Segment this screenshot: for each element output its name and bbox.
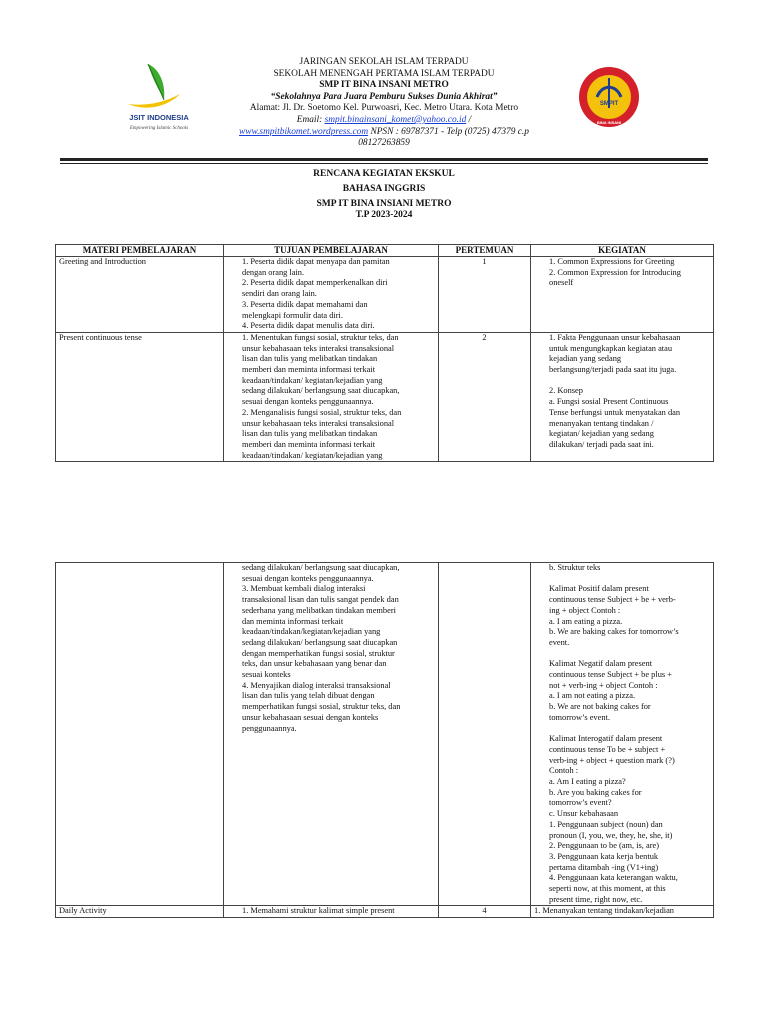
svg-text:Empowering Islamic Schools: Empowering Islamic Schools	[129, 126, 189, 131]
cell-line: Kalimat Interogatif dalam present	[549, 734, 663, 744]
cell-line: memberi dan meminta informasi terkait	[242, 439, 376, 449]
cell-line: melengkapi formulir data diri.	[242, 310, 343, 320]
cell-line: dan meminta informasi terkait	[242, 616, 344, 626]
cell-line: seperti now, at this moment, at this	[549, 884, 666, 894]
cell-line: present time, right now, etc.	[549, 894, 643, 904]
cell-line: c. Unsur kebahasaan	[549, 809, 619, 819]
npsn-phone: NPSN : 69787371 - Telp (0725) 47379 c.p	[368, 126, 529, 137]
table-row	[56, 563, 714, 906]
phone-number: 08127263859	[358, 138, 410, 149]
cell-line: unsur kebahasaan sesuai dengan konteks	[242, 712, 379, 722]
row2-kegiatan	[531, 332, 714, 461]
row1-kegiatan	[531, 257, 714, 333]
school-address: Alamat: Jl. Dr. Soetomo Kel. Purwoasri, Kec. Metro Utara. Kota Metro	[249, 103, 519, 114]
cell-line	[549, 376, 710, 387]
cell-line: oneself	[549, 278, 574, 288]
cell-line: b. We are baking cakes for tomorrow’s	[549, 627, 679, 637]
cell-line: memperhatikan fungsi sosial, struktur teks, dan	[242, 702, 401, 712]
row3-kegiatan	[531, 563, 714, 906]
school-level: SEKOLAH MENENGAH PERTAMA ISLAM TERPADU	[273, 68, 495, 79]
cell-line: unsur kebahasaan teks interaksi transaksional	[242, 418, 395, 428]
cell-line: 1. Common Expressions for Greeting	[549, 257, 675, 266]
activity-plan-table-page2	[55, 562, 714, 918]
email-link[interactable]: smpit.binainsani_komet@yahoo.co.id	[324, 114, 467, 125]
cell-line: unsur kebahasaan teks interaksi transaksional	[242, 343, 395, 353]
cell-line: a. Am I eating a pizza?	[549, 777, 626, 787]
cell-line: untuk mengungkapkan kegiatan atau	[549, 343, 673, 353]
cell-line: 3. Penggunaan kata kerja bentuk	[549, 851, 659, 861]
cell-line: keadaan/tindakan/kegiatan/kejadian yang	[242, 627, 381, 637]
email-line	[214, 115, 554, 127]
cell-line	[549, 574, 710, 585]
cell-line: b. We are not baking cakes for	[549, 702, 651, 712]
cell-line: continuous tense Subject + be + verb-	[549, 595, 676, 605]
cell-line: sedang dilakukan/ berlangsung saat diucapkan,	[242, 563, 400, 572]
cell-line: 2. Common Expression for Introducing	[549, 267, 681, 277]
website-line	[214, 127, 554, 139]
cell-line: menanyakan tentang tindakan /	[549, 418, 654, 428]
school-motto: “Sekolahnya Para Juara Pemburu Sukses Dunia Akhirat”	[270, 91, 498, 102]
cell-line: lisan dan tulis yang melibatkan tindakan	[242, 429, 378, 439]
row1-tujuan	[224, 257, 439, 333]
row1-materi: Greeting and Introduction	[56, 257, 224, 333]
cell-line: pertama ditambah -ing (V1+ing)	[549, 862, 659, 872]
cell-line	[549, 649, 710, 660]
cell-line: 1. Fakta Penggunaan unsur kebahasaan	[549, 332, 681, 342]
row3-tujuan	[224, 563, 439, 906]
cell-line: not + verb-ing + object Contoh :	[549, 680, 658, 690]
row4-tujuan: 1. Memahami struktur kalimat simple present	[224, 906, 439, 918]
cell-line: 3. Membuat kembali dialog interaksi	[242, 584, 366, 594]
cell-line: lisan dan tulis yang telah dibuat dengan	[242, 691, 375, 701]
table-row	[56, 257, 714, 333]
cell-line: lisan dan tulis yang melibatkan tindakan	[242, 354, 378, 364]
row4-pertemuan: 4	[439, 906, 531, 918]
cell-line: continuous tense To be + subject +	[549, 744, 666, 754]
cell-line: ing + object Contoh :	[549, 605, 621, 615]
cell-line: sedang dilakukan/ berlangsung saat diucapkan	[242, 637, 398, 647]
cell-line: 3. Peserta didik dapat memahami dan	[242, 299, 368, 309]
cell-line: kegiatan/ kejadian yang sedang	[549, 429, 654, 439]
cell-line: 4. Menyajikan dialog interaksi transaksional	[242, 680, 391, 690]
cell-line: sesuai dengan konteks penggunaannya.	[242, 573, 374, 583]
row4-kegiatan: 1. Menanyakan tentang tindakan/kejadian	[531, 906, 714, 918]
cell-line: sedang dilakukan/ berlangsung saat diucapkan,	[242, 386, 400, 396]
cell-line: 2. Konsep	[549, 386, 583, 396]
doc-year: T.P 2023-2024	[355, 210, 413, 220]
svg-text:JSIT INDONESIA: JSIT INDONESIA	[129, 113, 189, 122]
cell-line: 2. Peserta didik dapat memperkenalkan diri	[242, 278, 388, 288]
cell-line: 1. Peserta didik dapat menyapa dan pamitan	[242, 257, 390, 266]
cell-line: kejadian yang sedang	[549, 354, 622, 364]
website-link[interactable]: www.smpitbikomet.wordpress.com	[239, 126, 369, 137]
cell-line: a. Fungsi sosial Present Continuous	[549, 397, 669, 407]
cell-line: dengan memperhatikan fungsi sosial, struktur	[242, 648, 395, 658]
cell-line: sederhana yang melibatkan tindakan memberi	[242, 605, 396, 615]
jsit-logo	[118, 60, 200, 132]
row1-pertemuan: 1	[439, 257, 531, 333]
cell-line: sesuai konteks	[242, 670, 291, 680]
cell-line: b. Are you baking cakes for	[549, 787, 642, 797]
network-name: JARINGAN SEKOLAH ISLAM TERPADU	[299, 57, 469, 67]
cell-line: verb-ing + object + question mark (?)	[549, 755, 675, 765]
cell-line: 4. Penggunaan kata keterangan waktu,	[549, 873, 678, 883]
header-kegiatan: KEGIATAN	[531, 245, 714, 257]
header-pertemuan: PERTEMUAN	[439, 245, 531, 257]
row2-pertemuan: 2	[439, 332, 531, 461]
school-name: SMP IT BINA INSANI METRO	[319, 80, 449, 91]
svg-text:SMPIT: SMPIT	[599, 101, 619, 107]
cell-line: pronoun (I, you, we, they, he, she, it)	[549, 830, 673, 840]
doc-title: RENCANA KEGIATAN EKSKUL	[313, 169, 455, 179]
table-row	[56, 332, 714, 461]
row3-materi	[56, 563, 224, 906]
row3-pertemuan	[439, 563, 531, 906]
cell-line: memberi dan meminta informasi terkait	[242, 365, 376, 375]
cell-line: sendiri dan orang lain.	[242, 289, 317, 299]
cell-line: penggunaannya.	[242, 723, 297, 733]
cell-line: sesuai dengan konteks penggunaannya.	[242, 397, 374, 407]
cell-line: tomorrow’s event?	[549, 798, 612, 808]
cell-line: 2. Menganalisis fungsi sosial, struktur teks, dan	[242, 407, 402, 417]
cell-line: Tense berfungsi untuk menyatakan dan	[549, 407, 681, 417]
header-divider-thin	[60, 163, 708, 164]
cell-line: 4. Peserta didik dapat menulis data diri.	[242, 321, 375, 331]
cell-line: berlangsung/terjadi pada saat itu juga.	[549, 365, 677, 375]
header-materi: MATERI PEMBELAJARAN	[56, 245, 224, 257]
cell-line: tomorrow’s event.	[549, 712, 610, 722]
cell-line: 1. Menentukan fungsi sosial, struktur teks, dan	[242, 332, 399, 342]
email-label: Email:	[296, 114, 325, 125]
cell-line: keadaan/tindakan/ kegiatan/kejadian yang	[242, 450, 383, 460]
cell-line: 1. Penggunaan subject (noun) dan	[549, 819, 663, 829]
header-divider-thick	[60, 158, 708, 161]
feather-icon	[118, 60, 200, 132]
letterhead	[214, 57, 554, 150]
table-row	[56, 906, 714, 918]
row2-tujuan	[224, 332, 439, 461]
cell-line: Kalimat Negatif dalam present	[549, 659, 653, 669]
cell-line: a. I am eating a pizza.	[549, 616, 623, 626]
cell-line: event.	[549, 637, 570, 647]
doc-subject: BAHASA INGGRIS	[342, 184, 426, 194]
cell-line: dilakukan/ terjadi pada saat ini.	[549, 439, 654, 449]
row4-materi: Daily Activity	[56, 906, 224, 918]
cell-line: 2. Penggunaan to be (am, is, are)	[549, 841, 660, 851]
table-header-row	[56, 245, 714, 257]
row2-materi: Present continuous tense	[56, 332, 224, 461]
cell-line: dengan orang lain.	[242, 267, 305, 277]
smpit-logo	[578, 64, 640, 130]
cell-line: keadaan/tindakan/ kegiatan/kejadian yang	[242, 375, 383, 385]
school-seal-icon	[578, 64, 640, 130]
cell-line: Contoh :	[549, 766, 579, 776]
svg-text:BINA INSANI: BINA INSANI	[596, 120, 622, 125]
cell-line: a. I am not eating a pizza.	[549, 691, 636, 701]
doc-school: SMP IT BINA INSIANI METRO	[316, 199, 452, 209]
email-separator: /	[466, 114, 472, 125]
cell-line: continuous tense Subject + be plus +	[549, 670, 672, 679]
cell-line: b. Struktur teks	[549, 563, 601, 572]
cell-line: transaksional lisan dan tulis sangat pendek dan	[242, 595, 399, 605]
cell-line	[549, 724, 710, 735]
header-tujuan: TUJUAN PEMBELAJARAN	[224, 245, 439, 257]
activity-plan-table-page1	[55, 244, 714, 462]
cell-line: teks, dan unsur kebahasaan yang benar dan	[242, 659, 387, 669]
cell-line: Kalimat Positif dalam present	[549, 584, 649, 594]
